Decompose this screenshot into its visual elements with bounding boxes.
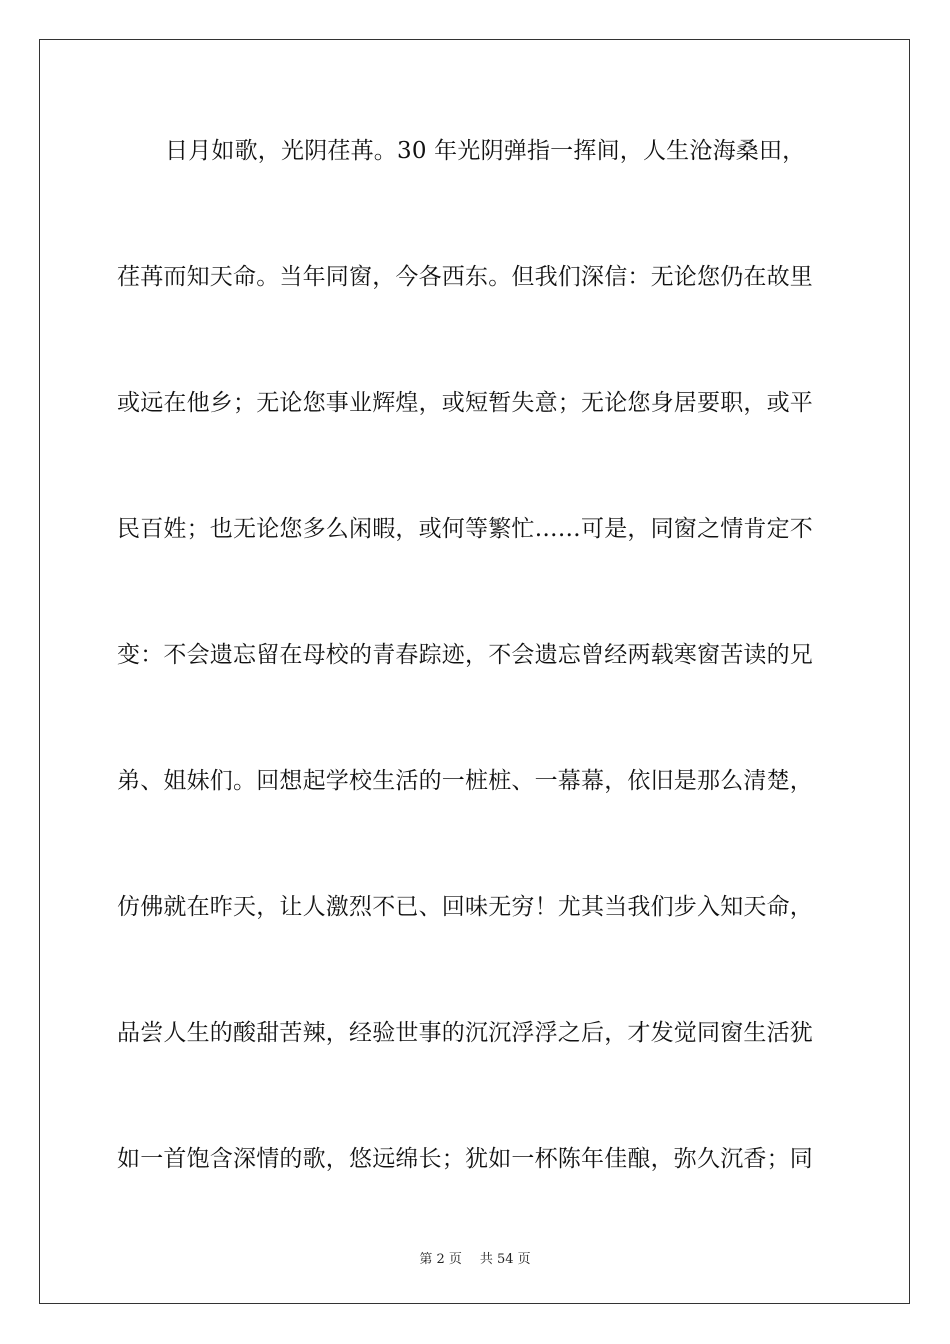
text-line: 民百姓；也无论您多么闲暇，或何等繁忙……可是，同窗之情肯定不 bbox=[117, 516, 813, 542]
text-line: 变：不会遗忘留在母校的青春踪迹，不会遗忘曾经两载寒窗苦读的兄 bbox=[117, 642, 813, 668]
text-line: 荏苒而知天命。当年同窗，今各西东。但我们深信：无论您仍在故里 bbox=[117, 264, 813, 290]
page-total: 共 54 页 bbox=[479, 1252, 531, 1267]
page-footer bbox=[0, 1248, 950, 1267]
text-line: 弟、姐妹们。回想起学校生活的一桩桩、一幕幕，依旧是那么清楚， bbox=[117, 768, 813, 794]
body-text bbox=[117, 128, 833, 1262]
page-number: 第 2 页 bbox=[419, 1252, 462, 1267]
text-line: 如一首饱含深情的歌，悠远绵长；犹如一杯陈年佳酿，弥久沉香；同 bbox=[117, 1146, 813, 1172]
text-line: 日月如歌，光阴荏苒。30 年光阴弹指一挥间，人生沧海桑田， bbox=[165, 138, 806, 164]
text-line: 仿佛就在昨天，让人激烈不已、回味无穷！尤其当我们步入知天命， bbox=[117, 894, 813, 920]
text-line: 品尝人生的酸甜苦辣，经验世事的沉沉浮浮之后，才发觉同窗生活犹 bbox=[117, 1020, 813, 1046]
text-line: 或远在他乡；无论您事业辉煌，或短暂失意；无论您身居要职，或平 bbox=[117, 390, 813, 416]
